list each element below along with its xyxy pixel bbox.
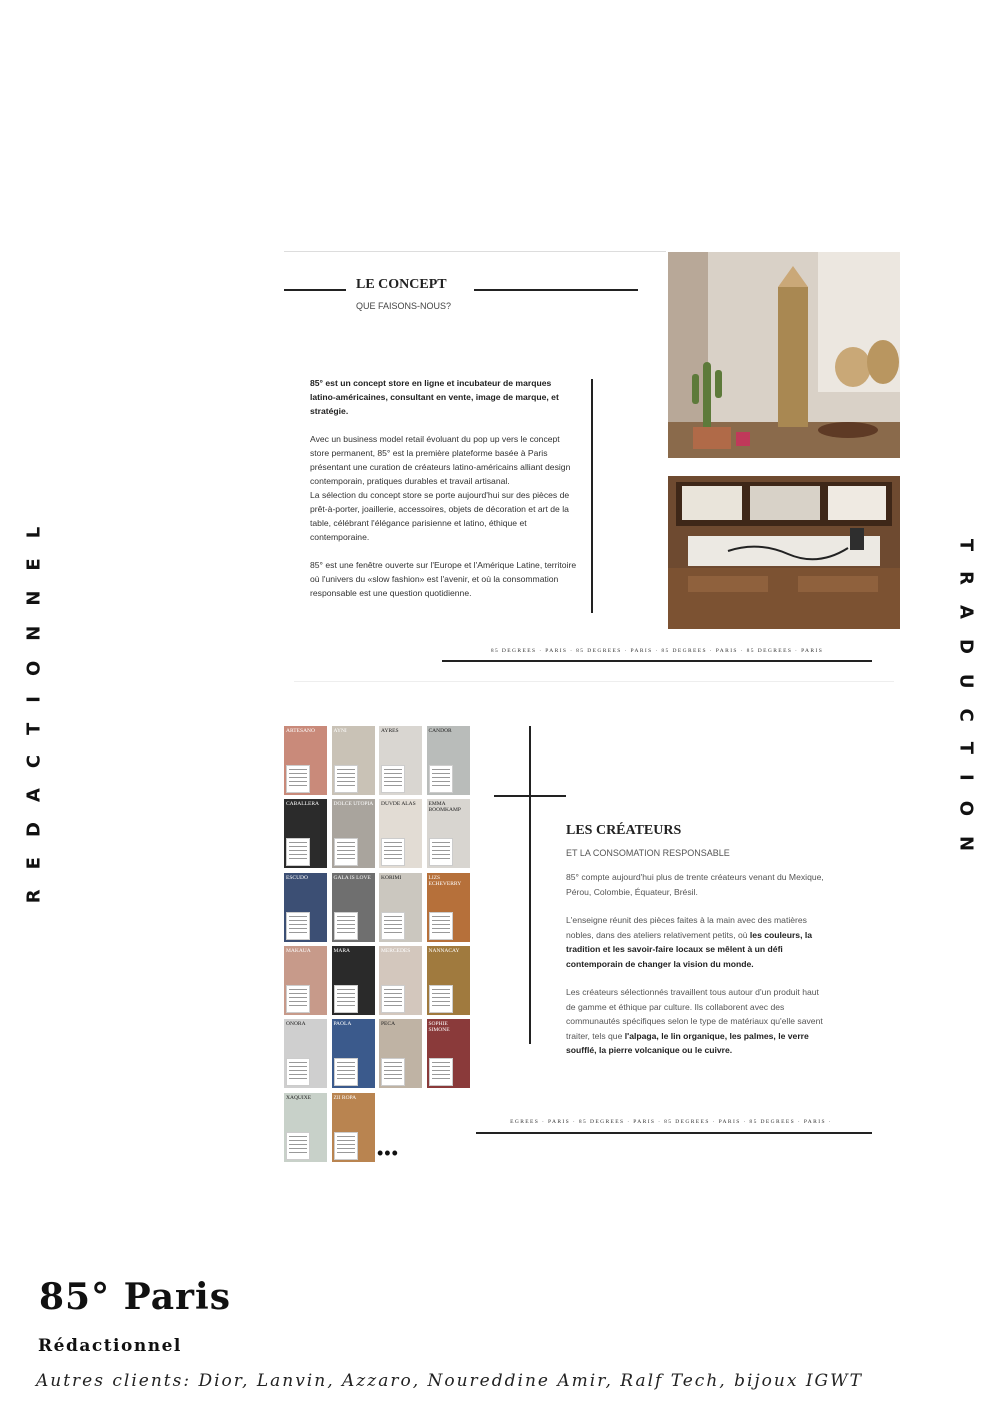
creator-name: DUVDE ALAS <box>381 801 416 808</box>
creator-name: ARTESANO <box>286 728 316 734</box>
creator-info-card <box>286 985 310 1013</box>
creator-info-card <box>334 985 358 1013</box>
creator-tile <box>427 799 470 868</box>
creator-info-card <box>334 1132 358 1160</box>
creator-name: DOLCE UTOPIA <box>333 801 374 808</box>
creator-name: AYRES <box>381 728 399 734</box>
creator-tile <box>284 726 327 795</box>
createurs-paragraph-1: 85° compte aujourd'hui plus de trente créateurs venant du Mexique, Pérou, Colombie, Équateur, Brésil. <box>566 872 824 897</box>
concept-title: LE CONCEPT <box>356 277 447 292</box>
side-label-traduction: TRADUCTION <box>955 538 977 872</box>
creator-info-card <box>334 1058 358 1086</box>
createurs-footer-rule <box>476 1132 872 1134</box>
concept-paragraph-2: Avec un business model retail évoluant du pop up vers le concept store permanent, 85° est la première plateforme basée à Paris présentant une curation de créateurs latino-américains alliant design contemporain, pratiques durables et travail artisanal. <box>310 434 571 486</box>
creator-info-card <box>429 985 453 1013</box>
creator-tile <box>332 873 375 942</box>
creator-name: EMMA BOOMKAMP <box>428 801 461 814</box>
creator-info-card <box>429 912 453 940</box>
side-label-redactionnel: REDACTIONNEL <box>23 506 45 904</box>
creator-info-card <box>429 1058 453 1086</box>
title-rule-right <box>474 289 638 291</box>
creator-tile <box>427 873 470 942</box>
createurs-paragraph-3 <box>566 985 824 1058</box>
creator-tile <box>332 726 375 795</box>
creator-info-card <box>381 765 405 793</box>
creator-info-card <box>381 838 405 866</box>
creator-info-card <box>381 1058 405 1086</box>
concept-paragraph-4: 85° est une fenêtre ouverte sur l'Europe et l'Amérique Latine, territoire où l'univers du «slow fashion» est l'avenir, et où la consommation responsable est une question quotidienne. <box>310 560 577 598</box>
creator-info-card <box>286 838 310 866</box>
workshop-desk-illustration <box>668 476 900 629</box>
creator-name: PECA <box>381 1021 396 1028</box>
creator-info-card <box>429 838 453 866</box>
createurs-page <box>284 724 900 1164</box>
createurs-footer-strap: EGREES · PARIS · 85 DEGREES · PARIS · 85 DEGREES · PARIS · 85 DEGREES · PARIS · <box>510 1119 832 1125</box>
creator-tile <box>379 946 422 1015</box>
creator-tile <box>379 1019 422 1088</box>
creator-info-card <box>381 985 405 1013</box>
creator-tile <box>427 1019 470 1088</box>
creator-tile <box>332 799 375 868</box>
creator-info-card <box>381 912 405 940</box>
creator-info-card <box>334 912 358 940</box>
createurs-title: LES CRÉATEURS <box>566 823 682 838</box>
creator-info-card <box>286 765 310 793</box>
createurs-text <box>566 870 824 1072</box>
creator-name: LIZS ECHEVERRY <box>428 874 462 887</box>
creator-tile <box>379 726 422 795</box>
workshop-desk-photo <box>668 476 900 629</box>
cross-horizontal-rule <box>494 795 566 797</box>
creator-name: ONORA <box>286 1021 306 1028</box>
creator-tile <box>332 1019 375 1088</box>
creator-tile <box>284 799 327 868</box>
interior-cactus-photo <box>668 252 900 458</box>
creator-info-card <box>429 765 453 793</box>
concept-footer-strap: 85 DEGREES · PARIS · 85 DEGREES · PARIS · 85 DEGREES · PARIS · 85 DEGREES · PARIS <box>490 648 824 654</box>
concept-page-bottom-border <box>294 681 894 682</box>
other-clients: Autres clients: Dior, Lanvin, Azzaro, Noureddine Amir, Ralf Tech, bijoux IGWT <box>36 1371 863 1391</box>
concept-intro: 85° est un concept store en ligne et incubateur de marques latino-américaines, consultant en vente, image de marque, et stratégie. <box>310 378 559 416</box>
creator-tile <box>379 873 422 942</box>
creator-name: PAOLA <box>333 1021 352 1028</box>
creator-info-card <box>286 1132 310 1160</box>
creator-name: MERCEDES <box>381 947 411 954</box>
creator-name: AYNI <box>333 728 347 734</box>
creator-name: XAQUIXE <box>286 1094 312 1101</box>
concept-text <box>310 376 578 614</box>
creator-tile <box>284 1019 327 1088</box>
concept-footer-rule <box>442 660 872 662</box>
service-label: Rédactionnel <box>38 1336 182 1356</box>
creator-tile <box>332 1093 375 1162</box>
creator-tile <box>284 1093 327 1162</box>
cross-vertical-rule <box>529 726 531 1044</box>
concept-paragraph-3: La sélection du concept store se porte aujourd'hui sur des pièces de prêt-à-porter, joaillerie, accessoires, objets de décoration et art de la table, célébrant l'élégance parisienne et latino, éthique et contemporaine. <box>310 490 570 542</box>
createurs-paragraph-2-bold: les couleurs, la tradition et les savoir-faire locaux se mêlent à un défi contemporain de changer la vision du monde. <box>566 929 813 969</box>
createurs-paragraph-3-bold: l'alpaga, le lin organique, les palmes, le verre soufflé, la pierre volcanique ou le cuivre. <box>566 1030 809 1055</box>
creator-name: MARA <box>333 947 351 954</box>
creator-name: CANDOR <box>428 728 452 734</box>
creator-name: MAKAUA <box>286 947 311 954</box>
creator-info-card <box>286 1058 310 1086</box>
creator-name: ZII ROPA <box>333 1094 357 1101</box>
creator-info-card <box>334 765 358 793</box>
createurs-paragraph-3-plain: Les créateurs sélectionnés travaillent tous autour d'un produit haut de gamme et éthique par culture. Ils collaborent avec des communautés spécifiques selon le type de matériaux qu'elle savent traiter, tels que <box>566 987 823 1041</box>
creator-tile <box>332 946 375 1015</box>
creator-name: GALA IS LOVE <box>333 874 371 881</box>
creator-name: ESCUDO <box>286 874 309 881</box>
concept-subtitle: QUE FAISONS-NOUS? <box>356 301 452 311</box>
creator-tile <box>427 726 470 795</box>
more-dots: ••• <box>377 1143 399 1163</box>
creator-info-card <box>286 912 310 940</box>
createurs-paragraph-2-plain: L'enseigne réunit des pièces faites à la main avec des matières nobles, dans des ateliers relativement petits, où <box>566 915 807 940</box>
concept-vertical-rule <box>591 379 593 613</box>
createurs-paragraph-2 <box>566 913 824 971</box>
creator-name: SOPHIE SIMONE <box>428 1021 450 1034</box>
creator-tile <box>379 799 422 868</box>
createurs-subtitle: ET LA CONSOMATION RESPONSABLE <box>566 848 730 858</box>
brand-title: 85° Paris <box>39 1276 231 1318</box>
creator-tile <box>284 946 327 1015</box>
creator-name: KORIMI <box>381 874 402 881</box>
interior-cactus-illustration <box>668 252 900 458</box>
title-rule-left <box>284 289 346 291</box>
concept-page <box>284 251 900 688</box>
creator-info-card <box>334 838 358 866</box>
creator-name: CABALLERA <box>286 801 319 808</box>
creator-name: NANNACAY <box>428 947 460 954</box>
page-top-border <box>284 251 666 252</box>
creator-tile <box>284 873 327 942</box>
creator-tile <box>427 946 470 1015</box>
